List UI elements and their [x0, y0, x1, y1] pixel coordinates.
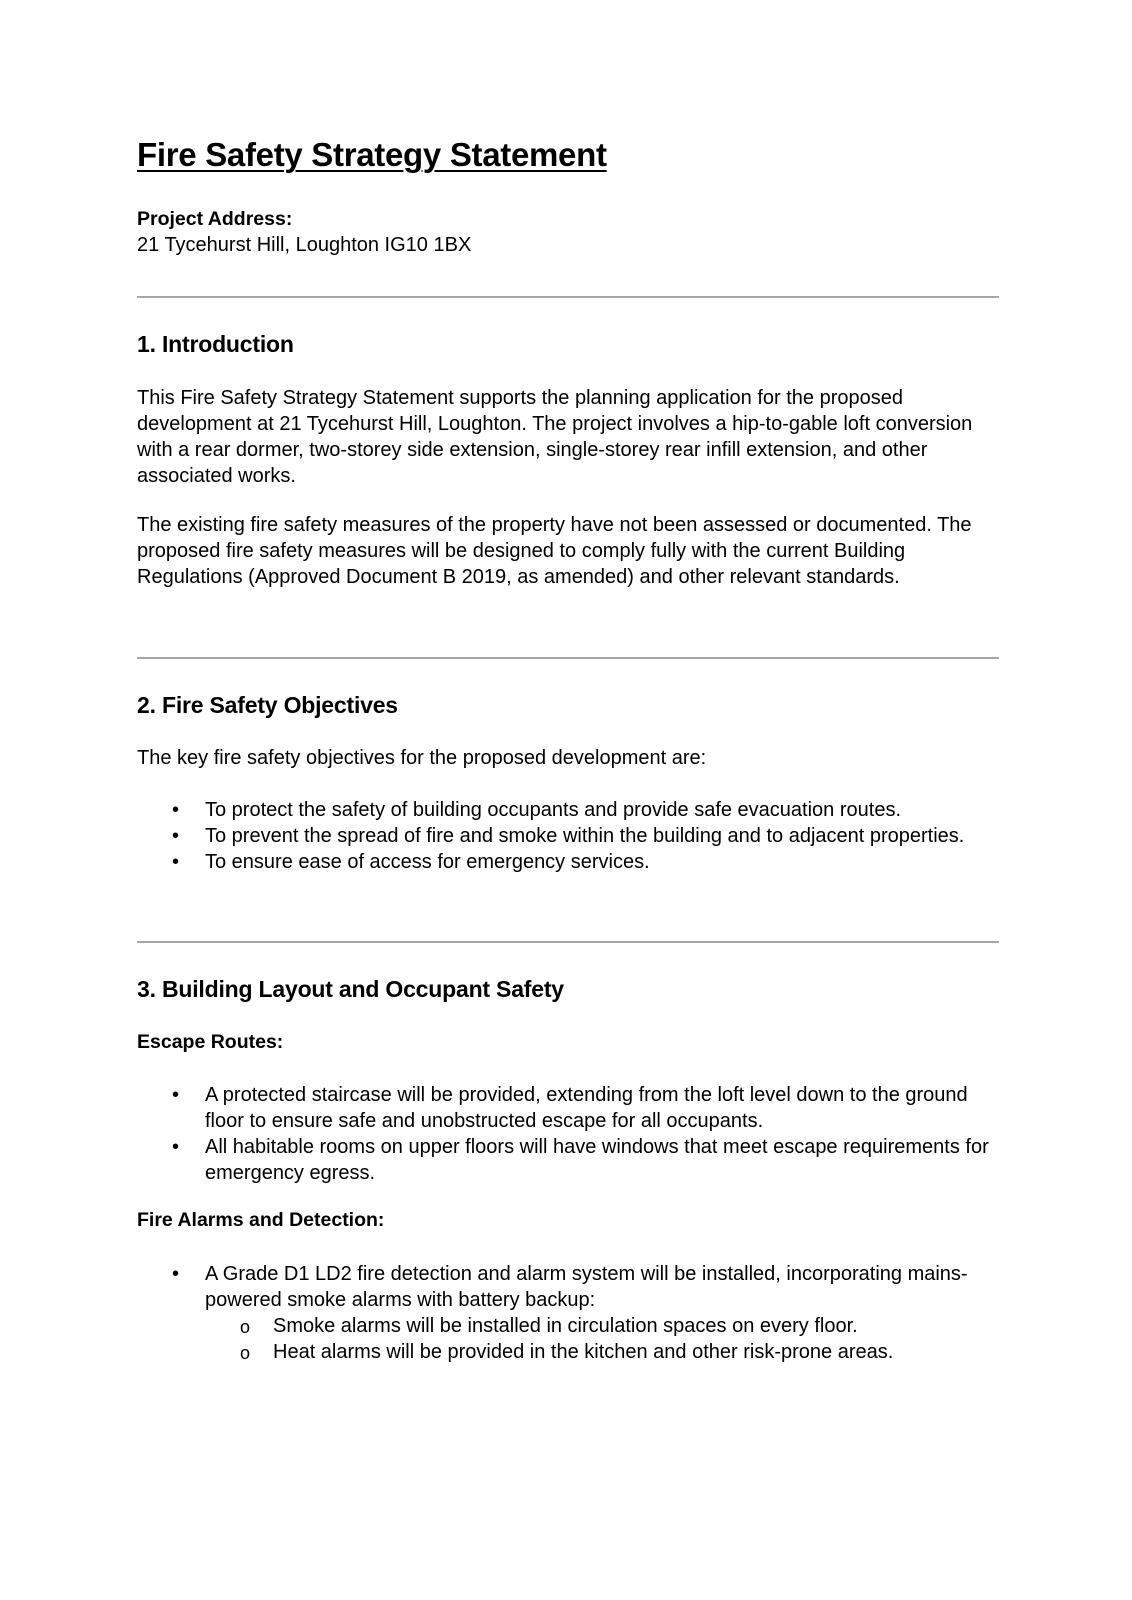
list-item-text: To protect the safety of building occupants and provide safe evacuation routes.: [205, 799, 901, 821]
section-heading-building-layout: 3. Building Layout and Occupant Safety: [137, 976, 564, 1002]
section-divider: [137, 296, 999, 298]
section-divider: [137, 657, 999, 659]
sub-list-item-text: Smoke alarms will be installed in circulation spaces on every floor.: [273, 1315, 858, 1337]
list-item-text: To ensure ease of access for emergency services.: [205, 851, 650, 873]
circle-bullet-icon: o: [240, 1343, 251, 1363]
list-item: [137, 797, 999, 823]
document-title: Fire Safety Strategy Statement: [137, 136, 607, 173]
bullet-icon: •: [172, 1084, 180, 1106]
list-item: [137, 1134, 999, 1186]
list-item-text: A protected staircase will be provided, extending from the loft level down to the ground floor to ensure safe and unobstructed escape for all occupants.: [205, 1084, 968, 1132]
list-item-text: To prevent the spread of fire and smoke within the building and to adjacent properties.: [205, 825, 965, 847]
list-item: [137, 849, 999, 875]
bullet-icon: •: [172, 825, 180, 847]
objectives-list: [137, 797, 999, 875]
list-item-text: A Grade D1 LD2 fire detection and alarm system will be installed, incorporating mains-powered smoke alarms with battery backup:: [205, 1263, 968, 1311]
sub-list-item-text: Heat alarms will be provided in the kitchen and other risk-prone areas.: [273, 1341, 894, 1363]
fire-alarms-sub-list: [205, 1313, 999, 1365]
escape-routes-list: [137, 1082, 999, 1186]
list-item: [137, 1261, 999, 1365]
section-heading-introduction: 1. Introduction: [137, 331, 294, 357]
bullet-icon: •: [172, 1136, 180, 1158]
bullet-icon: •: [172, 799, 180, 821]
project-address-label: Project Address:: [137, 208, 293, 230]
section-heading-objectives: 2. Fire Safety Objectives: [137, 692, 398, 718]
sub-list-item: [205, 1339, 999, 1365]
bullet-icon: •: [172, 851, 180, 873]
bullet-icon: •: [172, 1263, 180, 1285]
fire-alarms-label: Fire Alarms and Detection:: [137, 1209, 385, 1231]
list-item-text: All habitable rooms on upper floors will have windows that meet escape requirements for emergency egress.: [205, 1136, 989, 1184]
circle-bullet-icon: o: [240, 1317, 251, 1337]
fire-alarms-list: [137, 1261, 999, 1365]
project-address-block: [137, 206, 999, 258]
introduction-paragraph-2: The existing fire safety measures of the property have not been assessed or documented. The proposed fire safety measures will be designed to comply fully with the current Building Regulations (Approved Document B 2019, as amended) and other relevant standards.: [137, 514, 972, 588]
project-address-value: 21 Tycehurst Hill, Loughton IG10 1BX: [137, 234, 472, 256]
sub-list-item: [205, 1313, 999, 1339]
section-divider: [137, 941, 999, 943]
list-item: [137, 823, 999, 849]
objectives-intro: The key fire safety objectives for the proposed development are:: [137, 747, 707, 769]
list-item: [137, 1082, 999, 1134]
introduction-paragraph-1: This Fire Safety Strategy Statement supports the planning application for the proposed development at 21 Tycehurst Hill, Loughton. The project involves a hip-to-gable loft conversion with a rear dormer, two-storey side extension, single-storey rear infill extension, and other associated works.: [137, 387, 973, 487]
escape-routes-label: Escape Routes:: [137, 1031, 284, 1053]
